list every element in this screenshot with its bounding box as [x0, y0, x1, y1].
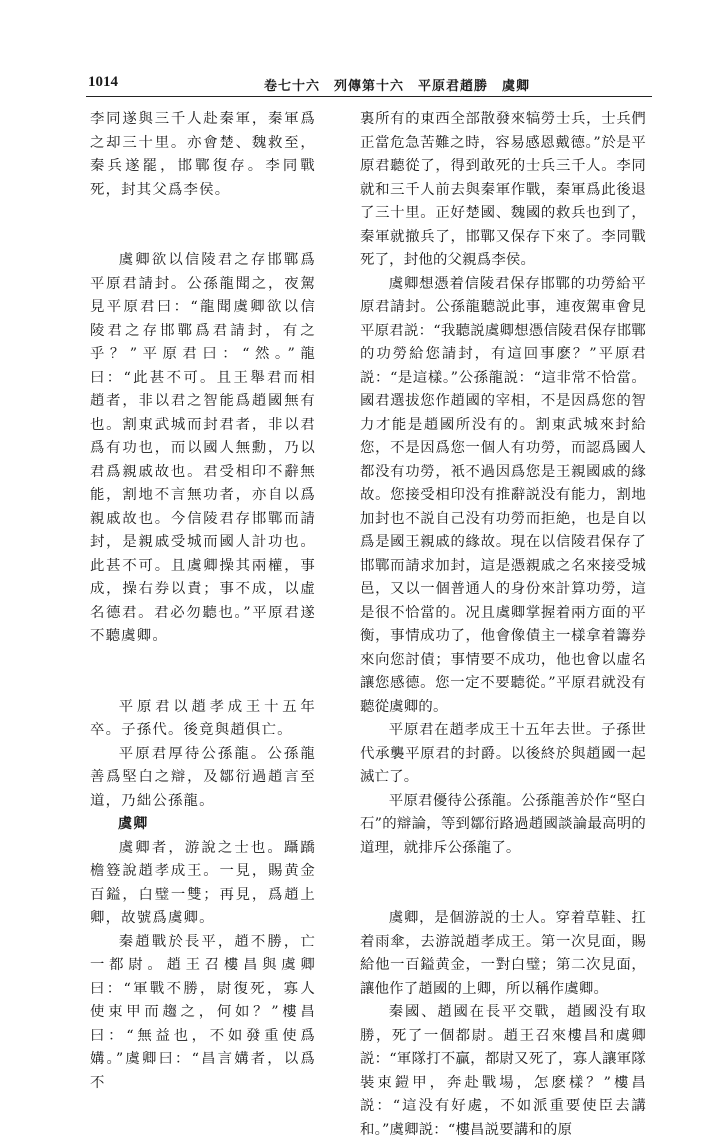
- translation-paragraph-5: 虞卿，是個游説的士人。穿着草鞋、扛着雨傘，去游説趙孝成王。第一次見面，賜給他一百鎰黄金，一對白璧；第二次見面，讓他作了趙國的上卿，所以稱作虞卿。: [360, 910, 646, 997]
- classical-paragraph-3: 平原君以趙孝成王十五年卒。子孫代。後竟與趙俱亡。: [90, 698, 316, 738]
- classical-paragraph-5: 虞卿者，游說之士也。躡蹻檐簦說趙孝成王。一見，賜黄金百鎰，白璧一雙；再見，爲趙上卿，故號爲虞卿。: [90, 839, 316, 926]
- page-number: 1014: [88, 74, 118, 90]
- translation-paragraph-1: 裏所有的東西全部散發來犒勞士兵，士兵們正當危急苦難之時，容易感恩戴德。”於是平原君聽從了，得到敢死的士兵三千人。李同就和三千人前去與秦軍作戰，秦軍爲此後退了三十里。正好楚國、魏國的救兵也到了，秦軍就撤兵了，邯鄲又保存下來了。李同戰死了，封他的父親爲李侯。: [360, 111, 646, 268]
- section-heading: 虞卿: [118, 816, 149, 832]
- classical-paragraph-1: 李同遂與三千人赴秦軍，秦軍爲之却三十里。亦會楚、魏救至，秦兵遂罷，邯鄲復存。李同戰死，封其父爲李侯。: [90, 111, 316, 198]
- running-title: 卷七十六 列傳第十六 平原君趙勝 虞卿: [264, 79, 531, 94]
- classical-paragraph-4: 平原君厚待公孫龍。公孫龍善爲堅白之辯，及鄒衍過趙言至道，乃絀公孫龍。: [90, 745, 316, 809]
- translation-paragraph-6: 秦國、趙國在長平交戰，趙國没有取勝，死了一個都尉。趙王召來樓昌和虞卿説：“軍隊打不贏，都尉又死了，寡人讓軍隊裝束鎧甲，奔赴戰場，怎麽樣？”樓昌説：“這没有好處，不如派重要使臣去講和。”虞卿説：“樓昌説要講和的原: [360, 1004, 646, 1138]
- classical-text-column: [90, 108, 316, 1095]
- classical-paragraph-2: 虞卿欲以信陵君之存邯鄲爲平原君請封。公孫龍聞之，夜駕見平原君曰：“龍聞虞卿欲以信陵君之存邯鄲爲君請封，有之乎？”平原君曰：“然。”龍曰：“此甚不可。且王舉君而相趙者，非以君之智能爲趙國無有也。割東武城而封君者，非以君爲有功也，而以國人無勳，乃以君爲親戚故也。君受相印不辭無能，割地不言無功者，亦自以爲親戚故也。今信陵君存邯鄲而請封，是親戚受城而國人計功也。此甚不可。且虞卿操其兩權，事成，操右券以責；事不成，以虛名德君。君必勿聽也。”平原君遂不聽虞卿。: [90, 252, 316, 644]
- classical-paragraph-6: 秦趙戰於長平，趙不勝，亡一都尉。趙王召樓昌與虞卿曰：“軍戰不勝，尉復死，寡人使束甲而趨之，何如？”樓昌曰：“無益也，不如發重使爲媾。”虞卿曰：“昌言媾者，以爲不: [90, 933, 316, 1091]
- translation-text-column: [360, 108, 646, 1142]
- page-header: [88, 74, 648, 96]
- header-rule: [86, 96, 652, 97]
- translation-paragraph-4: 平原君優待公孫龍。公孫龍善於作“堅白石”的辯論，等到鄒衍路過趙國談論最高明的道理，就排斥公孫龍了。: [360, 792, 646, 856]
- translation-paragraph-2: 虞卿想憑着信陵君保存邯鄲的功勞給平原君請封。公孫龍聽説此事，連夜駕車會見平原君説：“我聽説虞卿想憑信陵君保存邯鄲的功勞給您請封，有這回事麽？”平原君説：“是這樣。”公孫龍説：“這非常不恰當。國君選拔您作趙國的宰相，不是因爲您的智力才能是趙國所没有的。割東武城來封給您，不是因爲您一個人有功勞，而認爲國人都没有功勞，衹不過因爲您是王親國戚的緣故。您接受相印没有推辭説没有能力，割地加封也不説自己没有功勞而拒絶，也是自以爲是國王親戚的緣故。現在以信陵君保存了邯鄲而請求加封，這是憑親戚之名來接受城邑，又以一個普通人的身份來計算功勞，這是很不恰當的。况且虞卿掌握着兩方面的平衡，事情成功了，他會像債主一樣拿着籌券來向您討債；事情要不成功，他也會以虛名讓您感德。您一定不要聽從。”平原君就没有聽從虞卿的。: [360, 275, 646, 715]
- translation-paragraph-3: 平原君在趙孝成王十五年去世。子孫世代承襲平原君的封爵。以後終於與趙國一起滅亡了。: [360, 722, 646, 785]
